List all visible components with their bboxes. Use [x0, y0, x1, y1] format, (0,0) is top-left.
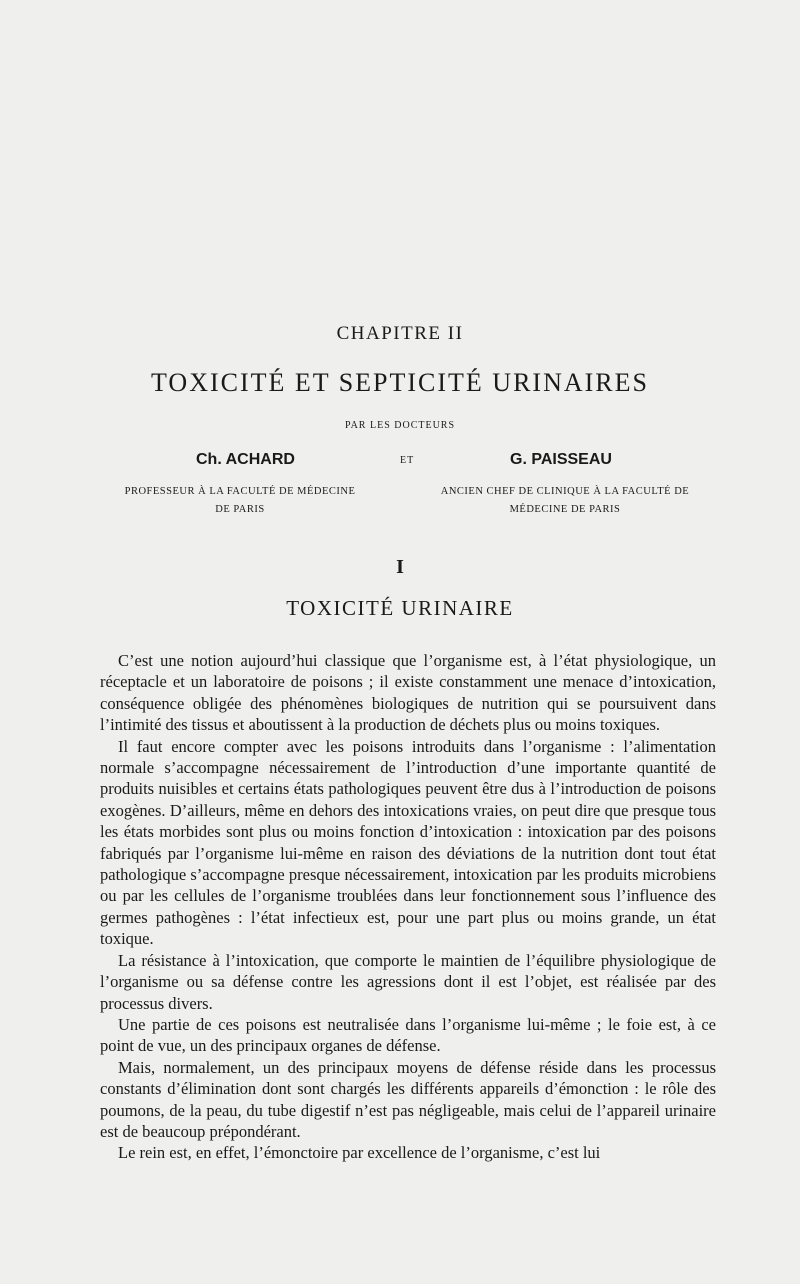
affiliation-line: ANCIEN CHEF DE CLINIQUE À LA FACULTÉ DE [440, 486, 690, 497]
paragraph: Une partie de ces poisons est neutralisée dans l’organisme lui-même ; le foie est, à ce point de vue, un des principaux organes de défense. [100, 1014, 716, 1056]
author-name-paisseau: G. PAISSEAU [510, 451, 612, 468]
paragraph: Il faut encore compter avec les poisons introduits dans l’organisme : l’alimentation normale s’accompagne nécessairement de l’introduction d’une importante quantité de produits nuisibles et certains états pathologiques peuvent être dus à l’introduction de poisons exogènes. D’ailleurs, même en dehors des intoxications vraies, on peut dire que presque tous les états morbides sont plus ou moins fonction d’intoxication : intoxication par des poisons fabriqués par l’organisme lui-même en raison des déviations de la nutrition dont tout état pathologique s’accompagne presque nécessairement, intoxication par les produits microbiens ou par les cellules de l’organisme troublées dans leur fonctionnement sous l’influence des germes pathogènes : l’état infectieux est, pour une part plus ou moins grande, un état toxique. [100, 736, 716, 949]
authors-block [0, 451, 800, 521]
paragraph: Le rein est, en effet, l’émonctoire par excellence de l’organisme, c’est lui [118, 1143, 601, 1163]
section-number: I [396, 556, 404, 578]
author-name-achard: Ch. ACHARD [196, 451, 295, 468]
affiliation-line: DE PARIS [215, 504, 265, 515]
author-conjunction: ET [400, 455, 415, 466]
paragraph: C’est une notion aujourd’hui classique que l’organisme est, à l’état physiologique, un réceptacle et un laboratoire de poisons ; il existe constamment une menace d’intoxication, conséquence obligée des phénomènes biologiques de nutrition qui se poursuivent dans l’intimité des tissus et aboutissent à la production de déchets plus ou moins toxiques. [100, 651, 716, 735]
section-title: TOXICITÉ URINAIRE [286, 596, 514, 620]
chapter-title: TOXICITÉ ET SEPTICITÉ URINAIRES [151, 368, 649, 397]
author-affiliation-paisseau [412, 483, 718, 519]
chapter-heading: CHAPITRE II [336, 323, 464, 344]
byline: PAR LES DOCTEURS [344, 420, 456, 431]
author-affiliation-achard [110, 483, 370, 519]
paragraph: La résistance à l’intoxication, que comporte le maintien de l’équilibre physiologique de l’organisme ou sa défense contre les agressions dont il est l’objet, est réalisée par des processus divers. [100, 950, 716, 1013]
affiliation-line: MÉDECINE DE PARIS [509, 504, 621, 515]
paragraph: Mais, normalement, un des principaux moyens de défense réside dans les processus constants d’élimination dont sont chargés les différents appareils d’émonction : le rôle des poumons, de la peau, du tube digestif n’est pas négligeable, mais celui de l’appareil urinaire est de beaucoup prépondérant. [100, 1057, 716, 1141]
body-text [100, 650, 716, 1164]
affiliation-line: PROFESSEUR À LA FACULTÉ DE MÉDECINE [124, 486, 356, 497]
